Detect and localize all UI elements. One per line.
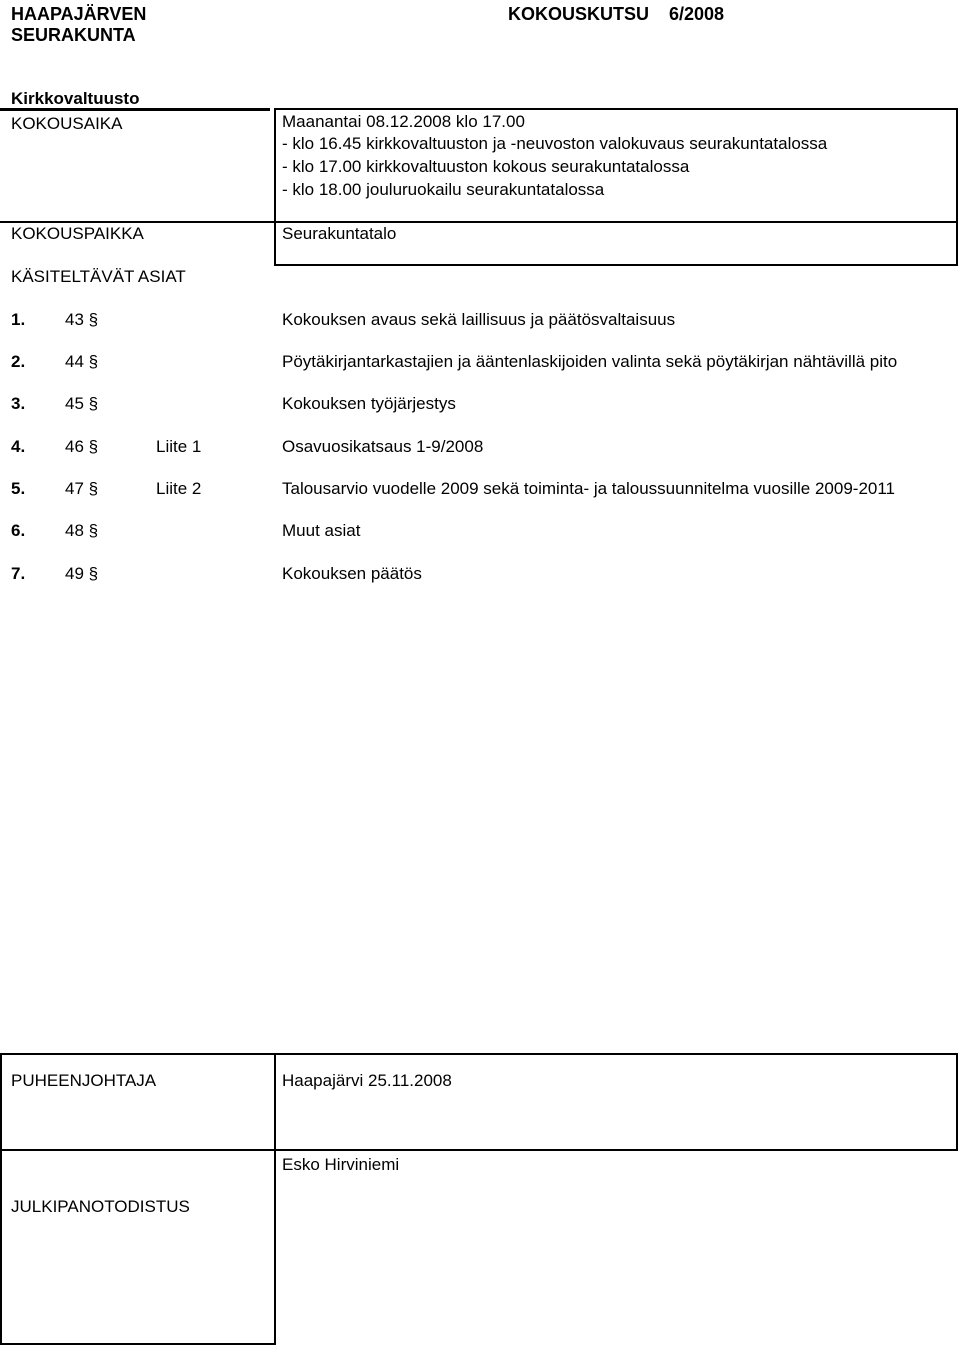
- agenda-item-title: Kokouksen päätös: [282, 564, 422, 583]
- agenda-item: [0, 309, 960, 331]
- agenda-item-number: 3.: [11, 394, 26, 413]
- place-and-date: Haapajärvi 25.11.2008: [282, 1071, 452, 1090]
- agenda-item: [0, 351, 960, 373]
- table-right-border-top: [956, 108, 958, 266]
- agenda-item-section: [65, 436, 98, 458]
- chair-name: Esko Hirviniemi: [282, 1155, 400, 1174]
- agenda-item-title: Osavuosikatsaus 1-9/2008: [282, 437, 484, 456]
- section-number: 49: [65, 564, 84, 583]
- table-left-border-bottom: [0, 1053, 2, 1345]
- section-symbol: §: [88, 394, 99, 413]
- table-top-border-left: [0, 108, 270, 111]
- governing-body-title: Kirkkovaltuusto: [11, 89, 140, 108]
- agenda-item-section: [65, 520, 98, 542]
- meeting-place-label: KOKOUSPAIKKA: [11, 224, 144, 243]
- agenda-item-attachment: Liite 2: [156, 479, 202, 498]
- agenda-item: [0, 393, 960, 415]
- table-separator-signature: [0, 1149, 958, 1151]
- agenda-item-section: [65, 563, 98, 585]
- chair-label: PUHEENJOHTAJA: [11, 1071, 157, 1090]
- agenda-item: [0, 478, 960, 500]
- section-number: 47: [65, 479, 84, 498]
- agenda-label: KÄSITELTÄVÄT ASIAT: [11, 267, 186, 286]
- agenda-item-title: Kokouksen avaus sekä laillisuus ja päätösvaltaisuus: [282, 310, 676, 329]
- agenda-item: [0, 436, 960, 458]
- section-symbol: §: [88, 352, 99, 371]
- agenda-item-section: [65, 478, 98, 500]
- agenda-item-section: [65, 309, 98, 331]
- section-number: 44: [65, 352, 84, 371]
- agenda-item-title: Muut asiat: [282, 521, 361, 540]
- meeting-place-value: Seurakuntatalo: [282, 224, 397, 243]
- agenda-item-title: Talousarvio vuodelle 2009 sekä toiminta- ja taloussuunnitelma vuosille 2009-2011: [282, 479, 896, 498]
- document-type: KOKOUSKUTSU: [508, 4, 650, 24]
- agenda-item-number: 7.: [11, 564, 26, 583]
- meeting-time-label: KOKOUSAIKA: [11, 114, 123, 133]
- column-divider-top: [274, 108, 276, 266]
- agenda-item-number: 6.: [11, 521, 26, 540]
- section-symbol: §: [88, 479, 99, 498]
- section-symbol: §: [88, 564, 99, 583]
- agenda-item-section: [65, 393, 98, 415]
- section-number: 46: [65, 437, 84, 456]
- agenda-item: [0, 563, 960, 585]
- document-number: 6/2008: [669, 4, 725, 24]
- agenda-item-attachment: Liite 1: [156, 437, 202, 456]
- agenda-item-number: 1.: [11, 310, 26, 329]
- agenda-item-number: 5.: [11, 479, 26, 498]
- meeting-time-line: Maanantai 08.12.2008 klo 17.00: [282, 112, 525, 131]
- section-number: 48: [65, 521, 84, 540]
- section-symbol: §: [88, 521, 99, 540]
- table-right-border-footer: [956, 1053, 958, 1151]
- table-separator-place-agenda: [274, 264, 958, 266]
- organization-name-line2: SEURAKUNTA: [11, 25, 136, 45]
- posting-certificate-label: JULKIPANOTODISTUS: [11, 1197, 190, 1216]
- organization-name-line1: HAAPAJÄRVEN: [11, 4, 147, 24]
- section-symbol: §: [88, 310, 99, 329]
- agenda-item-section: [65, 351, 98, 373]
- table-bottom-border: [0, 1343, 276, 1345]
- table-top-border-right: [274, 108, 958, 110]
- meeting-time-line: - klo 18.00 jouluruokailu seurakuntatalossa: [282, 180, 605, 199]
- agenda-item-title: Pöytäkirjantarkastajien ja ääntenlaskijoiden valinta sekä pöytäkirjan nähtävillä pito: [282, 352, 898, 371]
- agenda-item-number: 4.: [11, 437, 26, 456]
- section-number: 43: [65, 310, 84, 329]
- agenda-item-number: 2.: [11, 352, 26, 371]
- meeting-time-line: - klo 17.00 kirkkovaltuuston kokous seurakuntatalossa: [282, 157, 690, 176]
- agenda-item: [0, 520, 960, 542]
- section-number: 45: [65, 394, 84, 413]
- table-separator-footer: [0, 1053, 958, 1055]
- section-symbol: §: [88, 437, 99, 456]
- meeting-time-line: - klo 16.45 kirkkovaltuuston ja -neuvoston valokuvaus seurakuntatalossa: [282, 134, 828, 153]
- agenda-item-title: Kokouksen työjärjestys: [282, 394, 456, 413]
- column-divider-bottom: [274, 1053, 276, 1345]
